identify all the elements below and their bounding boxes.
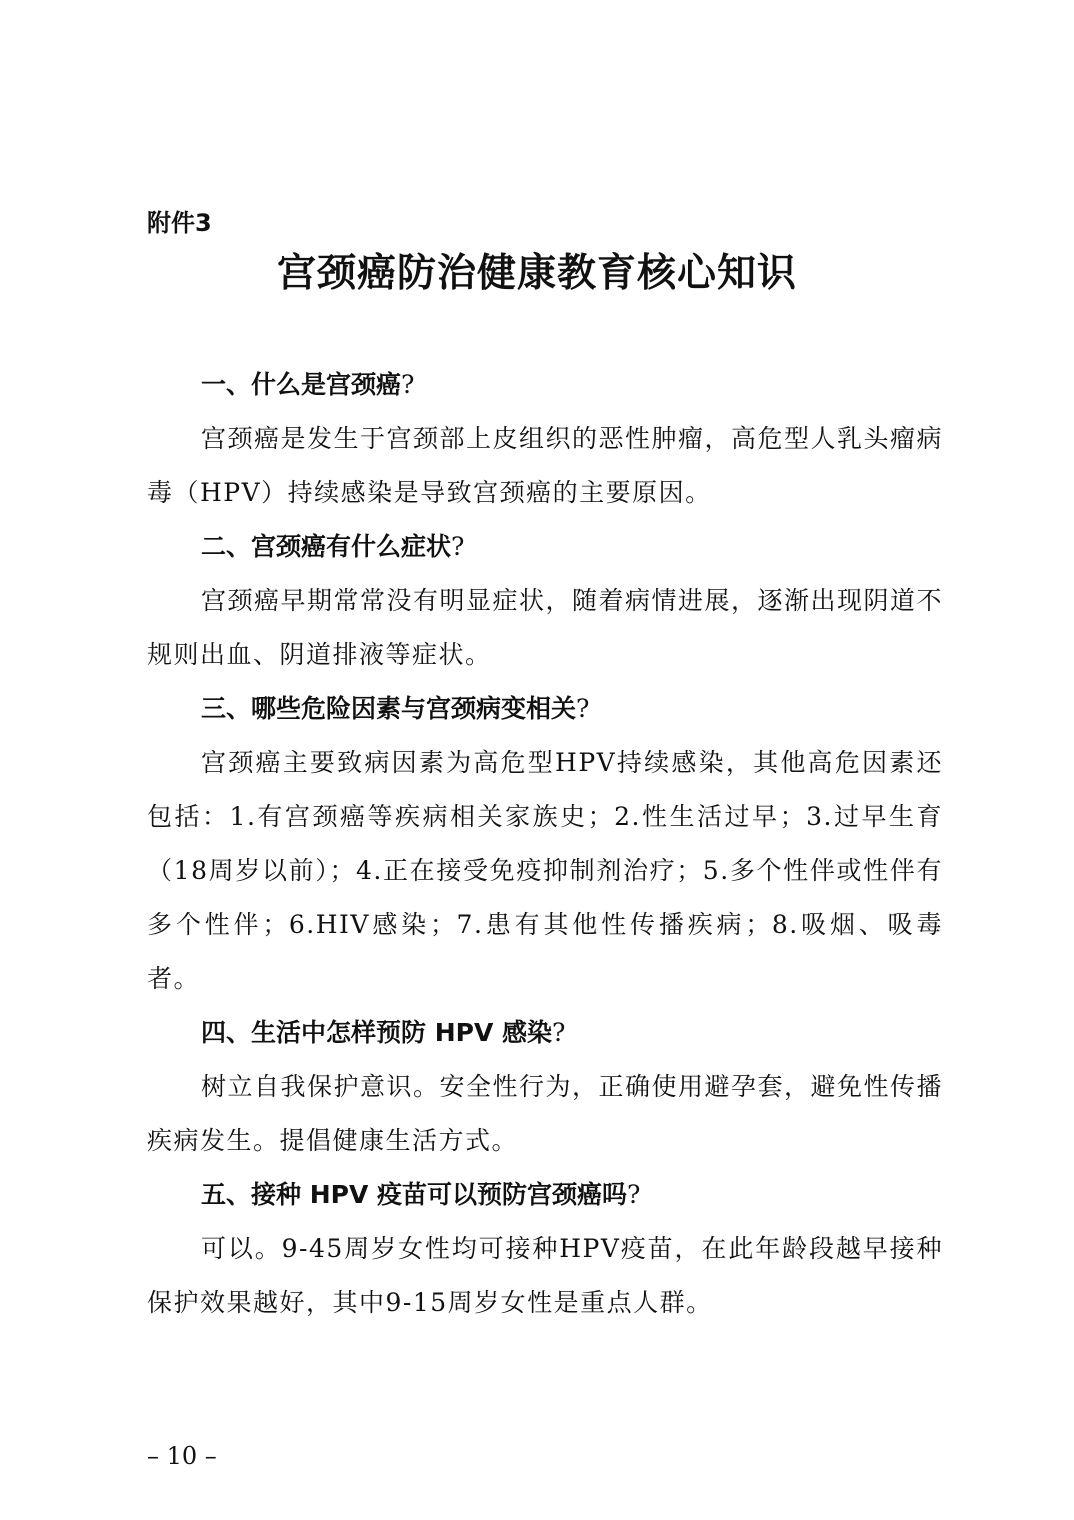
section-body-5: 可以。9-45周岁女性均可接种HPV疫苗，在此年龄段越早接种保护效果越好，其中9-15周岁女性是重点人群。 <box>147 1234 943 1317</box>
document-body <box>147 358 943 1330</box>
section-heading-5-mark: ? <box>627 1180 641 1209</box>
section-body-3: 宫颈癌主要致病因素为高危型HPV持续感染，其他高危因素还包括：1.有宫颈癌等疾病相关家族史；2.性生活过早；3.过早生育（18周岁以前）；4.正在接受免疫抑制剂治疗；5.多个性伴或性伴有多个性伴；6.HIV感染；7.患有其他性传播疾病；8.吸烟、吸毒者。 <box>147 748 943 993</box>
section-heading-5 <box>147 1168 943 1222</box>
section-heading-2-text: 二、宫颈癌有什么症状 <box>201 532 452 561</box>
section-heading-2-mark: ? <box>451 532 465 561</box>
section-heading-3-mark: ? <box>576 694 590 723</box>
document-title: 宫颈癌防治健康教育核心知识 <box>276 250 797 296</box>
section-body-2: 宫颈癌早期常常没有明显症状，随着病情进展，逐渐出现阴道不规则出血、阴道排液等症状。 <box>147 586 944 669</box>
section-body-1: 宫颈癌是发生于宫颈部上皮组织的恶性肿瘤，高危型人乳头瘤病毒（HPV）持续感染是导致宫颈癌的主要原因。 <box>147 424 944 507</box>
section-heading-2 <box>147 520 943 574</box>
page-number: – 10 – <box>147 1442 217 1470</box>
section-heading-4-mark: ? <box>552 1018 566 1047</box>
section-body-4: 树立自我保护意识。安全性行为，正确使用避孕套，避免性传播疾病发生。提倡健康生活方式。 <box>147 1072 944 1155</box>
attachment-label: 附件3 <box>147 209 212 237</box>
section-heading-3-text: 三、哪些危险因素与宫颈病变相关 <box>201 694 577 723</box>
section-heading-1-mark: ? <box>401 370 415 399</box>
section-heading-1 <box>147 358 943 412</box>
section-heading-4 <box>147 1006 943 1060</box>
section-heading-5-text: 五、接种 HPV 疫苗可以预防宫颈癌吗 <box>201 1180 628 1209</box>
section-heading-3 <box>147 682 943 736</box>
section-heading-1-text: 一、什么是宫颈癌 <box>201 370 402 399</box>
section-heading-4-text: 四、生活中怎样预防 HPV 感染 <box>201 1018 553 1047</box>
